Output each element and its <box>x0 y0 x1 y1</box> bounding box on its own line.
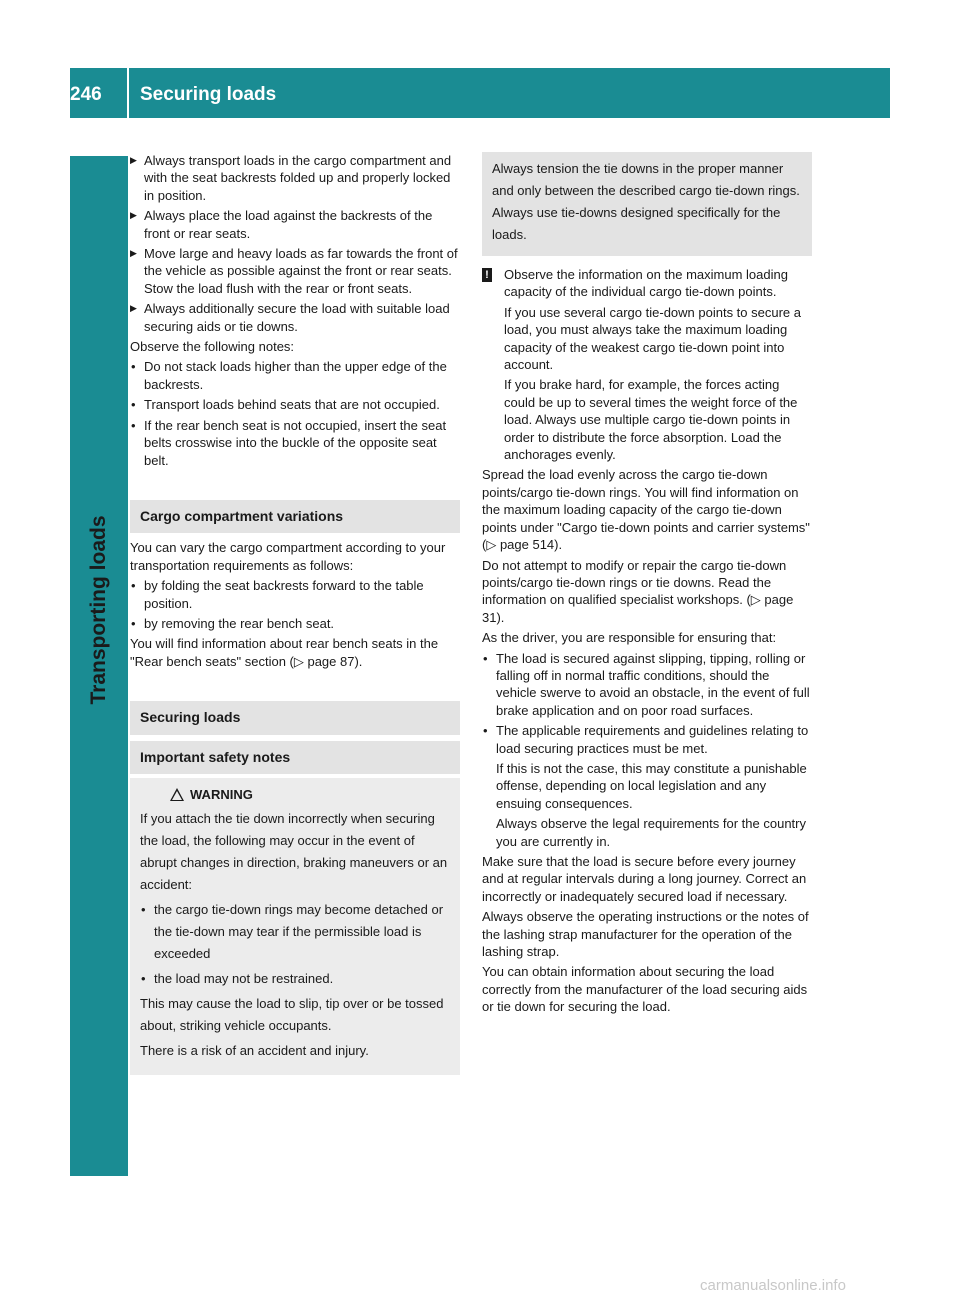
important-icon: ! <box>482 268 492 282</box>
header-divider <box>127 68 129 156</box>
paragraph: Spread the load evenly across the cargo tie-down points/cargo tie-down rings. You will find information on the maximum loading capacity of the cargo tie-down points under "Cargo tie-down points and carrier systems" (▷ page 514). <box>482 467 810 553</box>
responsibility-bullet: • The load is secured against slipping, tipping, rolling or falling off in normal traffic conditions, should the vehicle swerve to avoid an obstacle, in the event of full brake application and on poor road surfaces. <box>482 650 812 720</box>
paragraph: Make sure that the load is secure before every journey and at regular intervals during a long journey. Correct an incorrectly or inadequately secured load if necessary. <box>482 854 807 904</box>
note-paragraph: If you use several cargo tie-down points to secure a load, you must always take the maximum loading capacity of the weakest cargo tie-down point into account. <box>504 304 801 373</box>
warning-title-text: WARNING <box>190 786 253 802</box>
note-bullet: • Transport loads behind seats that are not occupied. <box>130 396 460 413</box>
paragraph: Do not attempt to modify or repair the cargo tie-down points/cargo tie-down rings or tie downs. Read the information on qualified specialist workshops. (▷ page 31). <box>482 557 794 625</box>
observe-text: Observe the following notes: <box>130 339 295 355</box>
safety-heading: Important safety notes <box>130 741 460 774</box>
step-item: ▶ Always place the load against the backrests of the front or rear seats. <box>130 207 460 242</box>
warning-box <box>130 778 460 1075</box>
step-item: ▶ Always additionally secure the load with suitable load securing aids or tie downs. <box>130 300 460 335</box>
warning-bullet: • the load may not be restrained. <box>140 968 450 990</box>
responsibility-bullet: • The applicable requirements and guidelines relating to load securing practices must be met. <box>482 722 812 757</box>
side-tab-label: Transporting loads <box>87 515 110 705</box>
warning-icon <box>170 788 184 801</box>
sub-paragraph: If this is not the case, this may constitute a punishable offense, depending on local legislation and any ensuing consequences. <box>496 760 807 811</box>
paragraph: As the driver, you are responsible for ensuring that: <box>482 630 777 646</box>
cargo-bullet: • by removing the rear bench seat. <box>130 615 460 632</box>
note-bullet: • Do not stack loads higher than the upper edge of the backrests. <box>130 358 460 393</box>
step-item: ▶ Always transport loads in the cargo compartment and with the seat backrests folded up and properly locked in position. <box>130 152 460 204</box>
tension-box: Always tension the tie downs in the proper manner and only between the described cargo tie-down rings. Always use tie-downs designed specifically for the loads. <box>482 152 812 256</box>
securing-heading: Securing loads <box>130 701 460 734</box>
warning-outro: This may cause the load to slip, tip over or be tossed about, striking vehicle occupants. <box>140 995 444 1033</box>
cargo-reference: You will find information about rear bench seats in the "Rear bench seats" section (▷ page 87). <box>130 636 439 669</box>
warning-intro: If you attach the tie down incorrectly when securing the load, the following may occur in the event of abrupt changes in direction, braking maneuvers or an accident: <box>140 810 448 892</box>
paragraph: You can obtain information about securing the load correctly from the manufacturer of the load securing aids or tie down for securing the load. <box>482 964 808 1015</box>
page-title: Securing loads <box>140 84 277 105</box>
important-note <box>482 266 812 301</box>
warning-outro: There is a risk of an accident and injury. <box>140 1042 369 1058</box>
paragraph: Always observe the operating instructions or the notes of the lashing strap manufacturer for the operation of the lashing strap. <box>482 909 809 960</box>
note-text: Observe the information on the maximum loading capacity of the individual cargo tie-down points. <box>504 267 788 300</box>
cargo-intro: You can vary the cargo compartment according to your transportation requirements as follows: <box>130 540 446 573</box>
step-item: ▶ Move large and heavy loads as far towards the front of the vehicle as possible against the front or rear seats. Stow the load flush with the rear or front seats. <box>130 245 460 297</box>
cargo-heading: Cargo compartment variations <box>130 500 460 533</box>
note-bullet: • If the rear bench seat is not occupied, insert the seat belts crosswise into the buckle of the opposite seat belt. <box>130 417 460 469</box>
sub-paragraph: Always observe the legal requirements for the country you are currently in. <box>496 816 806 849</box>
right-column <box>482 152 812 1019</box>
cargo-bullet: • by folding the seat backrests forward to the table position. <box>130 577 460 612</box>
left-column <box>130 152 460 1075</box>
page-number: 246 <box>70 84 102 105</box>
note-paragraph: If you brake hard, for example, the forces acting could be up to several times the weight force of the load. Always use multiple cargo tie-down points in order to distribute the force absorption. Load the anchorages evenly. <box>504 377 798 463</box>
warning-bullet: • the cargo tie-down rings may become detached or the tie-down may tear if the permissible load is exceeded <box>140 899 450 965</box>
warning-title <box>140 784 450 806</box>
footer-watermark: carmanualsonline.info <box>700 1277 846 1294</box>
